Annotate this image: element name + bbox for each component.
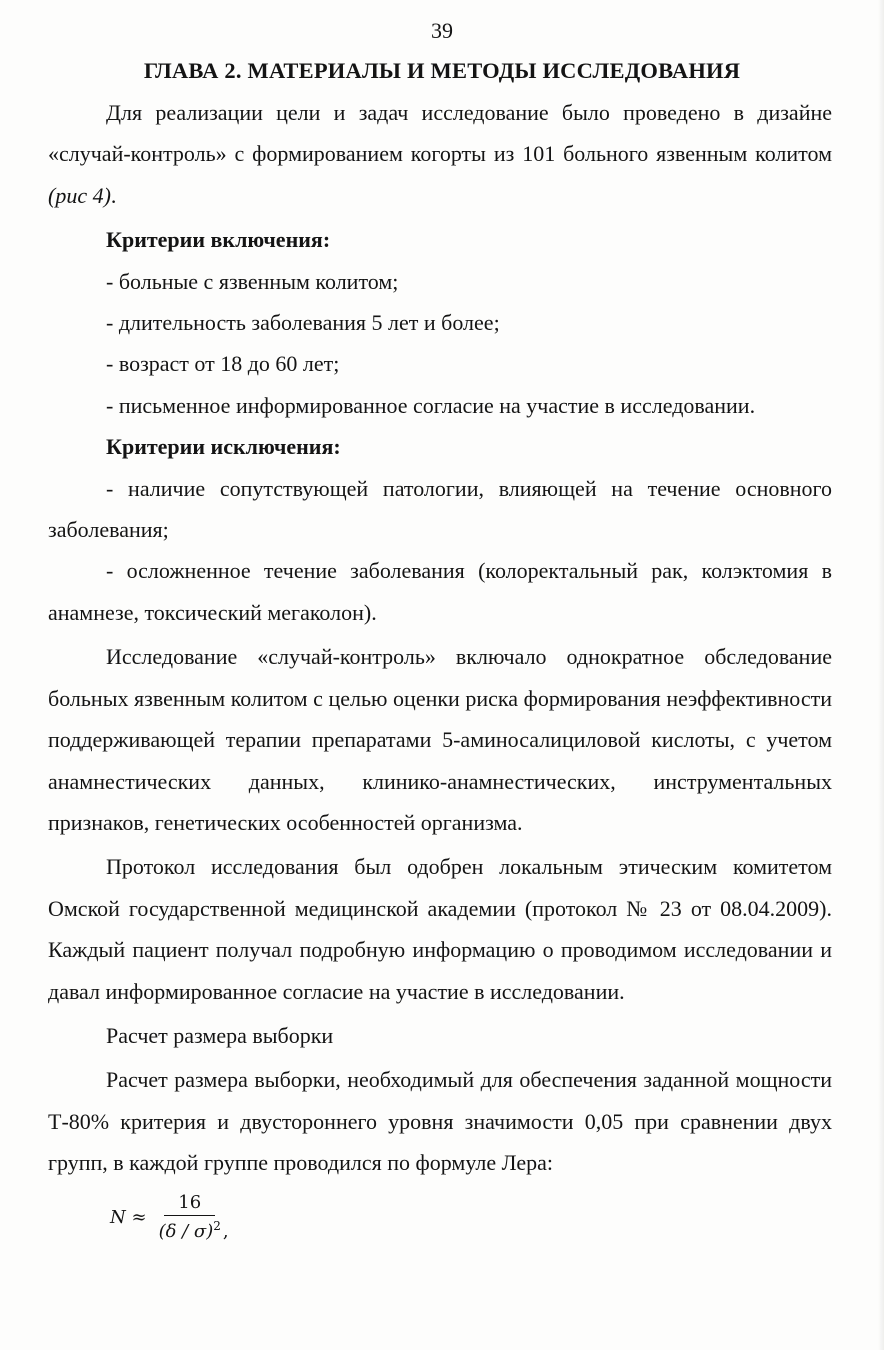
inclusion-item: - длительность заболевания 5 лет и более; bbox=[106, 310, 500, 336]
formula-fraction bbox=[159, 1192, 221, 1242]
exclusion-item: - осложненное течение заболевания (колоректальный рак, колэктомия в анамнезе, токсический мегаколон). bbox=[48, 558, 832, 625]
formula-denominator-wrap bbox=[159, 1216, 221, 1242]
inclusion-item: - письменное информированное согласие на участие в исследовании. bbox=[106, 392, 756, 418]
study-paragraph: Исследование «случай-контроль» включало однократное обследование больных язвенным колитом с целью оценки риска формирования неэффективности поддерживающей терапии препаратами 5-аминосалициловой кислоты, с учетом анамнестических данных, клинико-анамнестических, инструментальных признаков, генетических особенностей организма. bbox=[48, 644, 832, 835]
inclusion-heading: Критерии включения: bbox=[106, 227, 331, 253]
inclusion-item: - больные с язвенным колитом; bbox=[106, 268, 399, 294]
formula-exponent: 2 bbox=[213, 1219, 221, 1233]
exclusion-item: - наличие сопутствующей патологии, влияющей на течение основного заболевания; bbox=[48, 475, 832, 543]
formula-denominator: (δ / σ) bbox=[158, 1221, 214, 1242]
page-number: 39 bbox=[431, 18, 453, 43]
intro-paragraph bbox=[48, 92, 832, 216]
scan-edge-shadow bbox=[878, 0, 884, 1350]
inclusion-item: - возраст от 18 до 60 лет; bbox=[106, 351, 340, 377]
exclusion-heading: Критерии исключения: bbox=[106, 434, 341, 460]
formula-numerator: 16 bbox=[164, 1192, 215, 1216]
sample-size-heading: Расчет размера выборки bbox=[106, 1022, 334, 1048]
intro-end: . bbox=[110, 182, 117, 208]
sample-size-paragraph: Расчет размера выборки, необходимый для обеспечения заданной мощности Т-80% критерия и двустороннего уровня значимости 0,05 при сравнении двух групп, в каждой группе проводился по формуле Лера: bbox=[48, 1067, 832, 1176]
lehr-formula bbox=[110, 1192, 229, 1242]
formula-comma: , bbox=[222, 1220, 229, 1242]
formula-lhs: N ≈ bbox=[110, 1206, 147, 1228]
protocol-paragraph: Протокол исследования был одобрен локальным этическим комитетом Омской государственной медицинской академии (протокол № 23 от 08.04.2009). Каждый пациент получал подробную информацию о проводимом исследовании и давал информированное согласие на участие в исследовании. bbox=[48, 854, 832, 1004]
intro-text: Для реализации цели и задач исследование было проведено в дизайне «случай-контроль» с формированием когорты из 101 больного язвенным колитом bbox=[48, 100, 832, 167]
chapter-title: ГЛАВА 2. МАТЕРИАЛЫ И МЕТОДЫ ИССЛЕДОВАНИЯ bbox=[143, 58, 741, 83]
document-body bbox=[48, 92, 832, 1184]
figure-reference: (рис 4) bbox=[48, 182, 111, 208]
